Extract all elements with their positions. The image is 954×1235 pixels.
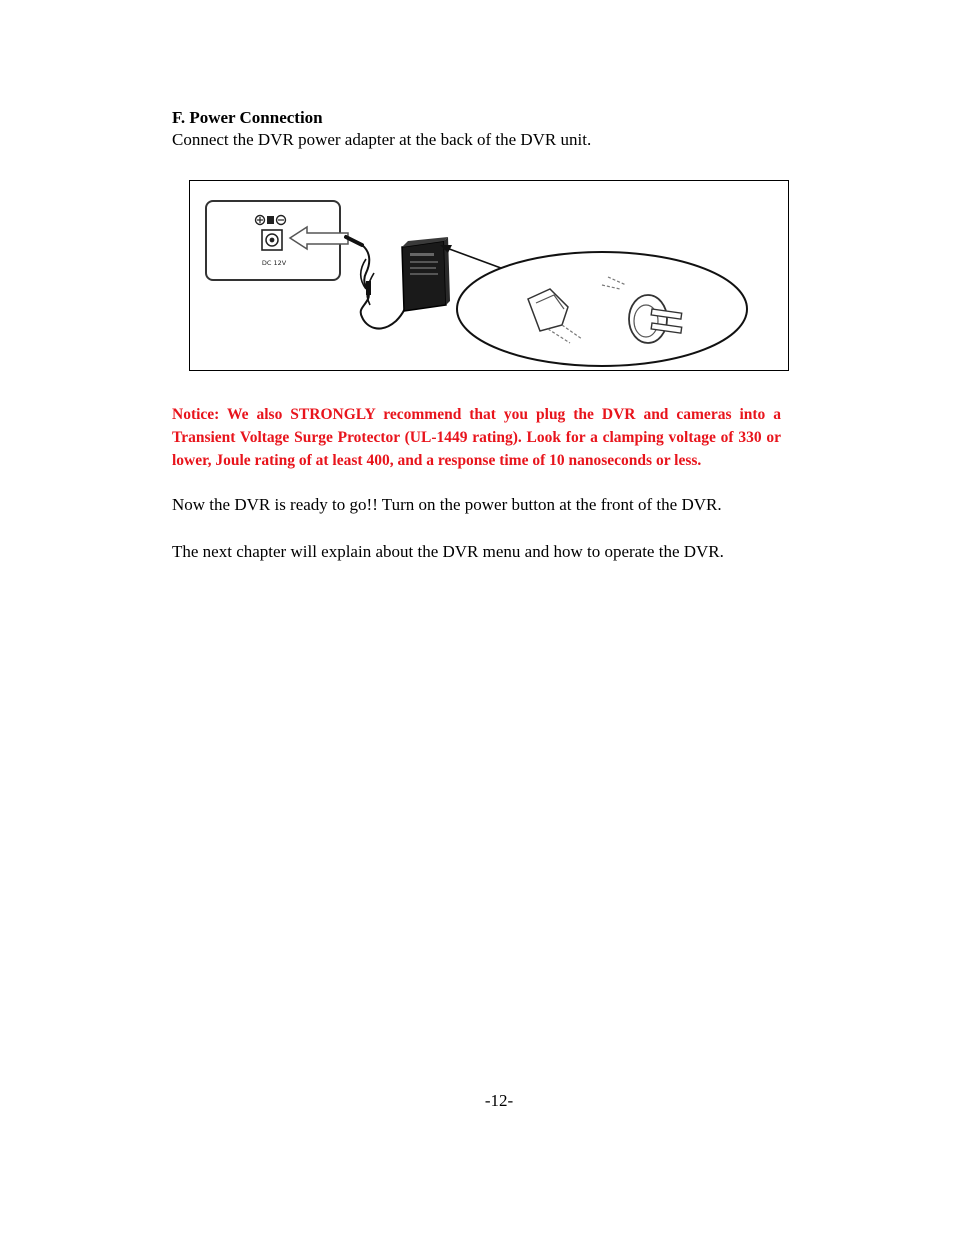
section-heading: F. Power Connection: [172, 108, 323, 127]
ready-paragraph: Now the DVR is ready to go!! Turn on the power button at the front of the DVR.: [172, 495, 722, 514]
power-connection-figure: [189, 180, 789, 371]
power-adapter-icon: [346, 237, 450, 329]
page-number: -12-: [484, 1091, 514, 1110]
surge-protector-notice: Notice: We also STRONGLY recommend that you plug the DVR and cameras into a Transient Voltage Surge Protector (UL-1449 rating). Look for a clamping voltage of 330 or lower, Joule rating of at least 400, and a response time of 10 nanoseconds or less.: [172, 406, 781, 469]
intro-text: Connect the DVR power adapter at the back of the DVR unit.: [172, 130, 592, 149]
port-label: DC 12V: [261, 259, 287, 267]
next-chapter-paragraph: The next chapter will explain about the DVR menu and how to operate the DVR.: [172, 542, 724, 561]
